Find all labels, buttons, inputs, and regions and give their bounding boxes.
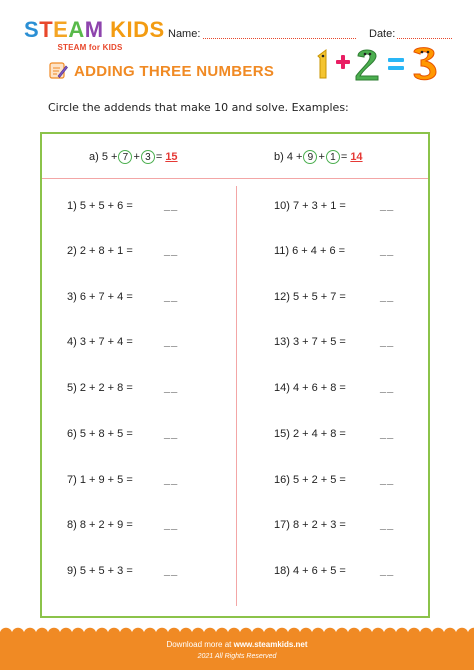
name-field-line[interactable] — [203, 38, 356, 39]
example-b: b) 4 + 9 + 1 = 14 — [274, 151, 363, 163]
footer — [0, 632, 474, 670]
circled-addend: 1 — [326, 150, 340, 164]
answer-blank-6[interactable]: __ — [164, 428, 179, 440]
answer-blank-15[interactable]: __ — [380, 428, 395, 440]
pencil-paper-icon — [48, 60, 68, 80]
problem-4: 4) 3 + 7 + 4 = — [67, 336, 133, 348]
answer-blank-1[interactable]: __ — [164, 200, 179, 212]
example-answer: 15 — [165, 151, 178, 163]
problem-12: 12) 5 + 5 + 7 = — [274, 291, 346, 303]
problem-11: 11) 6 + 4 + 6 = — [274, 245, 346, 257]
answer-blank-18[interactable]: __ — [380, 565, 395, 577]
answer-blank-3[interactable]: __ — [164, 291, 179, 303]
brand-title: STEAM KIDS — [24, 17, 165, 42]
answer-blank-11[interactable]: __ — [380, 245, 395, 257]
brand-subtitle: STEAM for KIDS — [57, 43, 123, 52]
instructions: Circle the addends that make 10 and solve. Examples: — [48, 101, 349, 114]
problem-14: 14) 4 + 6 + 8 = — [274, 382, 346, 394]
date-field-line[interactable] — [397, 38, 452, 39]
date-label: Date: — [369, 28, 396, 40]
problem-13: 13) 3 + 7 + 5 = — [274, 336, 346, 348]
problem-15: 15) 2 + 4 + 8 = — [274, 428, 346, 440]
footer-download-text: Download more at www.steamkids.net — [166, 640, 308, 649]
answer-blank-7[interactable]: __ — [164, 474, 179, 486]
answer-blank-16[interactable]: __ — [380, 474, 395, 486]
column-divider — [236, 186, 237, 606]
problem-6: 6) 5 + 8 + 5 = — [67, 428, 133, 440]
examples-row — [42, 134, 428, 179]
answer-blank-12[interactable]: __ — [380, 291, 395, 303]
answer-blank-17[interactable]: __ — [380, 519, 395, 531]
answer-blank-14[interactable]: __ — [380, 382, 395, 394]
example-a: a) 5 + 7 + 3 = 15 — [89, 151, 178, 163]
problem-9: 9) 5 + 5 + 3 = — [67, 565, 133, 577]
circled-addend: 7 — [118, 150, 132, 164]
answer-blank-10[interactable]: __ — [380, 200, 395, 212]
page-title: ADDING THREE NUMBERS — [74, 63, 275, 80]
answer-blank-8[interactable]: __ — [164, 519, 179, 531]
problem-10: 10) 7 + 3 + 1 = — [274, 200, 346, 212]
problem-1: 1) 5 + 5 + 6 = — [67, 200, 133, 212]
name-label: Name: — [168, 28, 201, 40]
problem-18: 18) 4 + 6 + 5 = — [274, 565, 346, 577]
problem-16: 16) 5 + 2 + 5 = — [274, 474, 346, 486]
answer-blank-2[interactable]: __ — [164, 245, 179, 257]
circled-addend: 9 — [303, 150, 317, 164]
problem-3: 3) 6 + 7 + 4 = — [67, 291, 133, 303]
problem-2: 2) 2 + 8 + 1 = — [67, 245, 133, 257]
problem-5: 5) 2 + 2 + 8 = — [67, 382, 133, 394]
answer-blank-4[interactable]: __ — [164, 336, 179, 348]
worksheet-box — [40, 132, 430, 618]
answer-blank-13[interactable]: __ — [380, 336, 395, 348]
problem-17: 17) 8 + 2 + 3 = — [274, 519, 346, 531]
answer-blank-5[interactable]: __ — [164, 382, 179, 394]
footer-rights: 2021 All Rights Reserved — [197, 653, 277, 660]
numbers-mascot-illustration — [312, 44, 454, 84]
example-answer: 14 — [350, 151, 363, 163]
problem-8: 8) 8 + 2 + 9 = — [67, 519, 133, 531]
answer-blank-9[interactable]: __ — [164, 565, 179, 577]
brand-logo — [24, 17, 165, 52]
circled-addend: 3 — [141, 150, 155, 164]
footer-site-link[interactable]: www.steamkids.net — [233, 640, 308, 649]
problem-7: 7) 1 + 9 + 5 = — [67, 474, 133, 486]
